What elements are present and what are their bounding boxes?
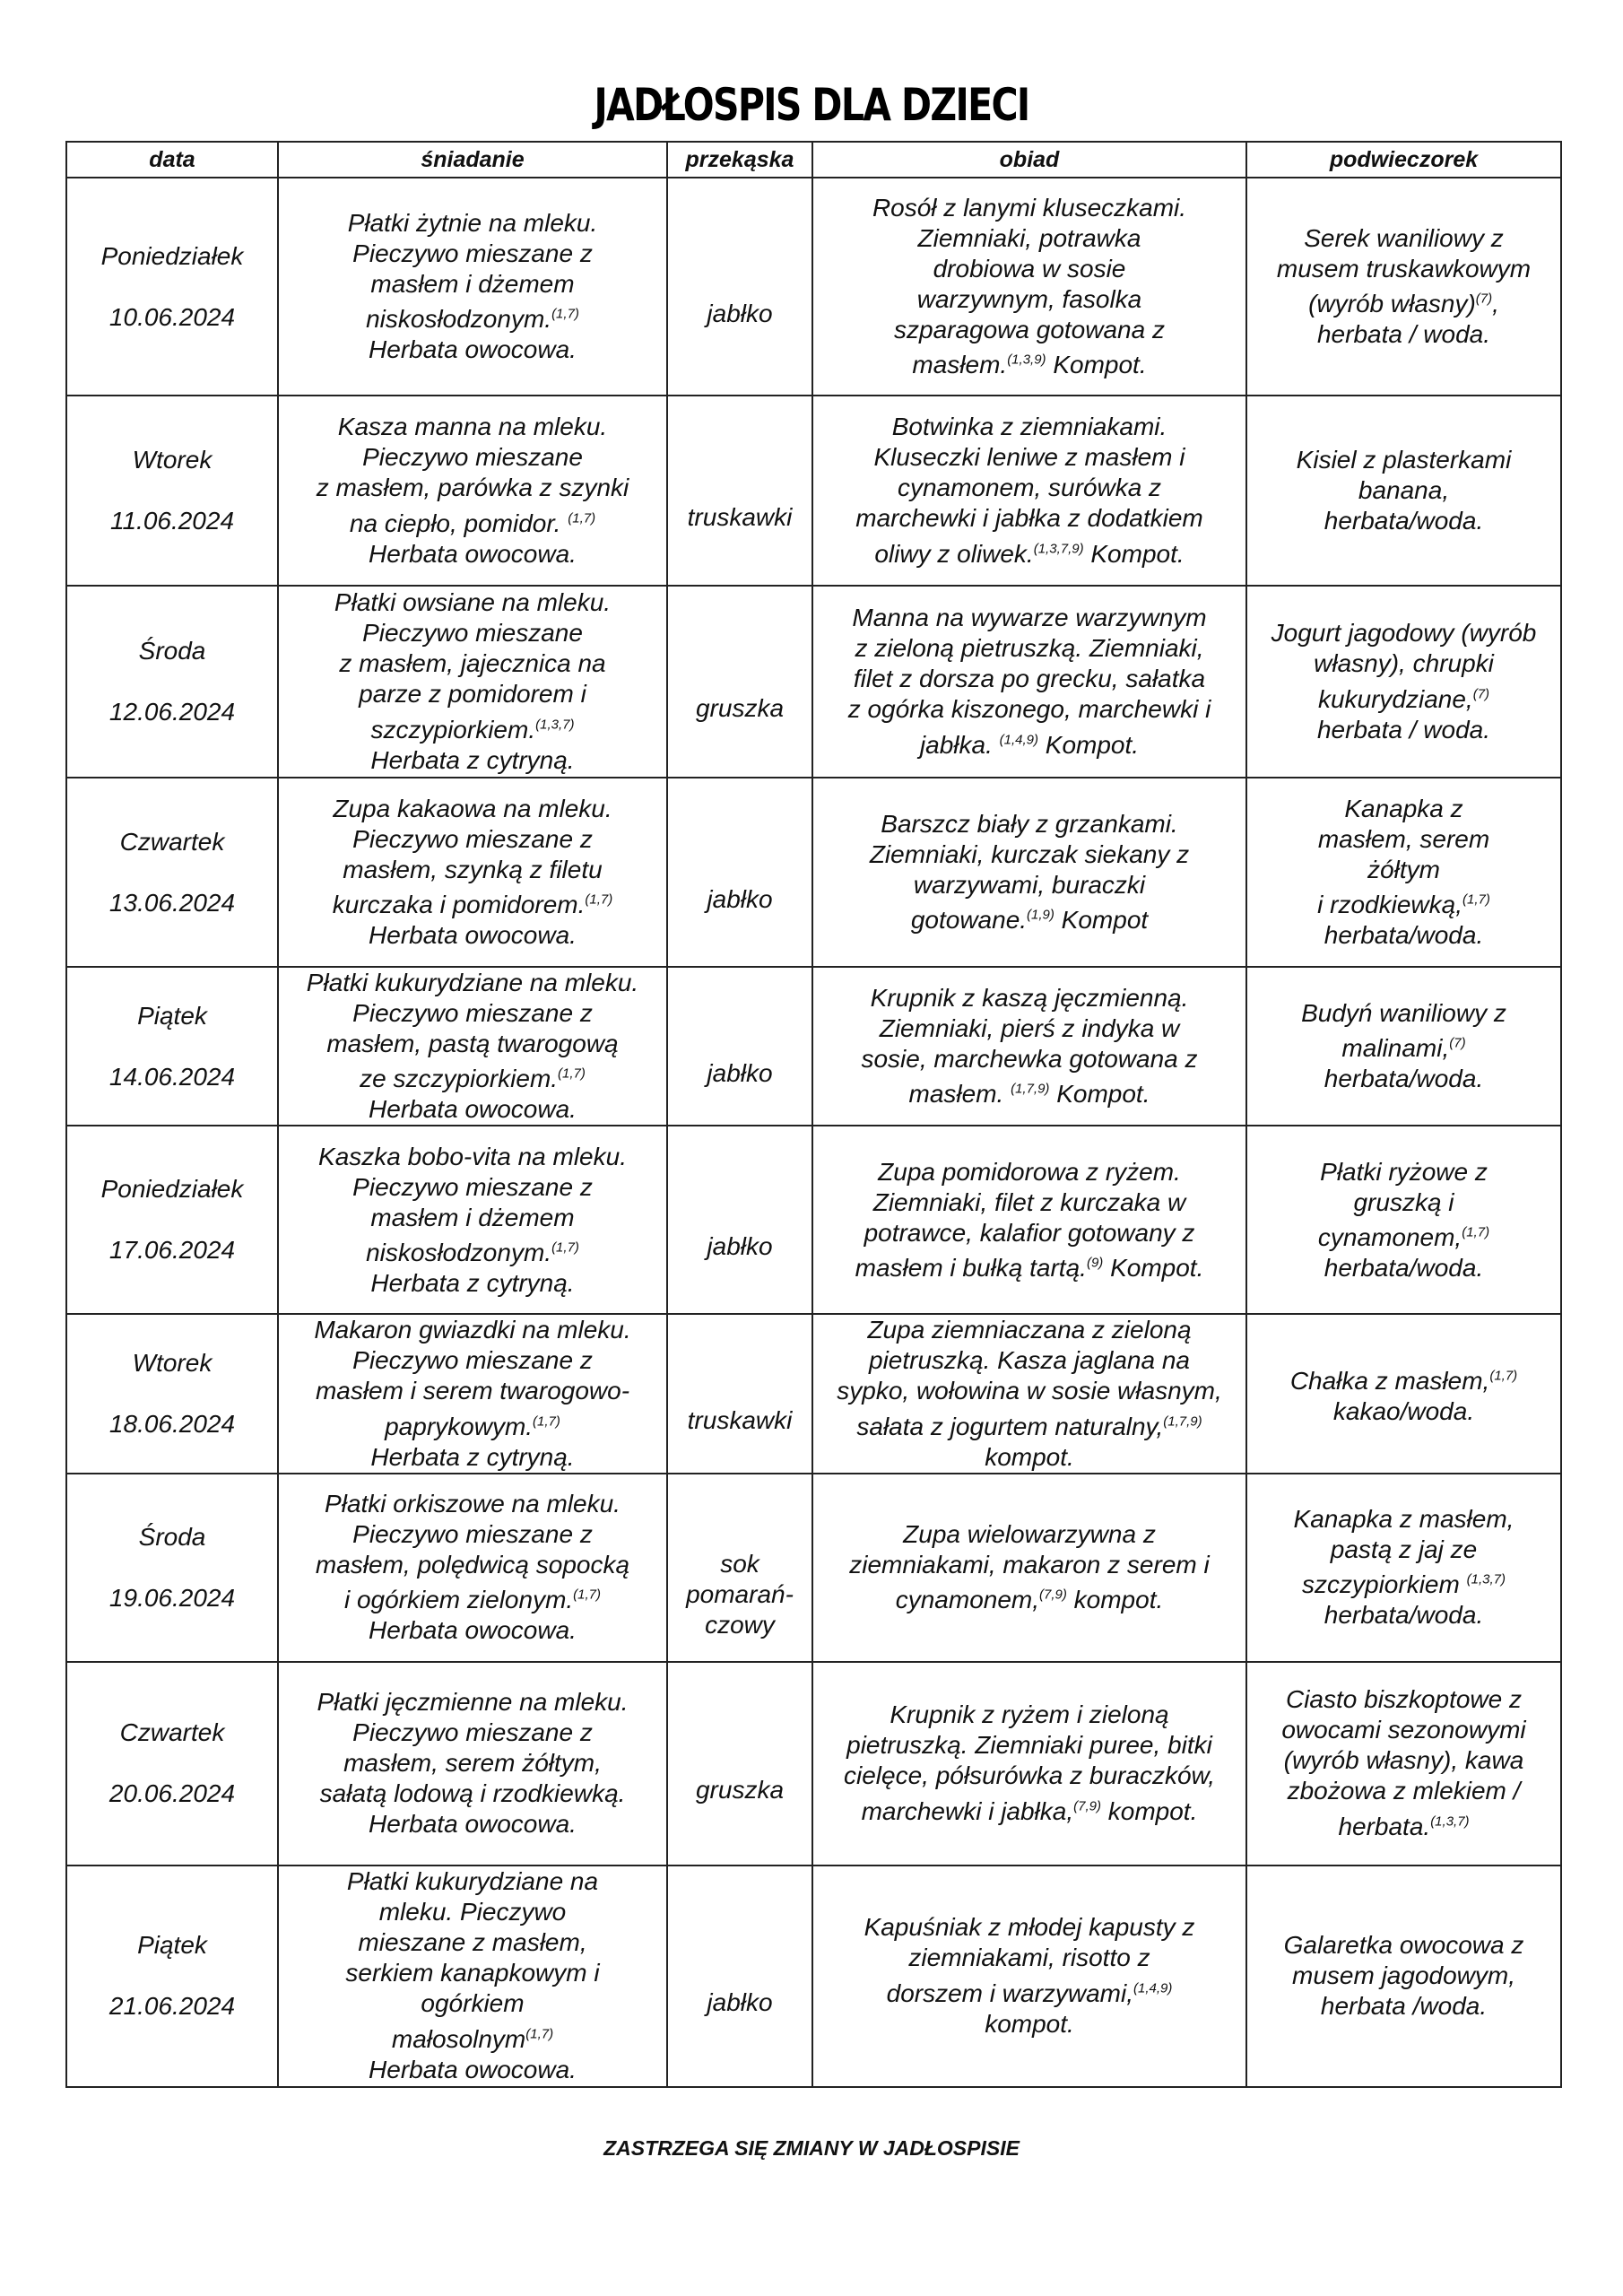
breakfast-cell-text: Zupa kakaowa na mleku. Pieczywo mieszane z masłem, szynką z filetu kurczaka i pomidorem.$^{(1,7)}$ Herbata owocowa.	[332, 794, 613, 950]
breakfast-cell-text: Kaszka bobo-vita na mleku. Pieczywo mieszane z masłem i dżemem niskosłodzonym.$^{(1,7)}$ Herbata z cytryną.	[318, 1142, 627, 1297]
lunch-cell-text: Krupnik z ryżem i zieloną pietruszką. Ziemniaki puree, bitki cielęce, półsurówka z buraczków, marchewki i jabłka,$^{(7,9)}$ kompot.	[844, 1700, 1215, 1825]
lunch-cell-text: Zupa ziemniaczana z zieloną pietruszką. Kasza jaglana na sypko, wołowina w sosie własnym, sałata z jogurtem naturalny,$^{(1,7,9)}$ kompot.	[837, 1316, 1222, 1471]
lunch-cell-text: Rosół z lanymi kluseczkami. Ziemniaki, potrawka drobiowa w sosie warzywnym, fasolka szparagowa gotowana z masłem.$^{(1,3,9)}$ Kompot.	[872, 193, 1187, 379]
allergen-marker: (7)	[1472, 686, 1490, 702]
snack-cell-text: jabłko	[707, 1988, 773, 2017]
afternoon-snack-cell	[1246, 1662, 1561, 1866]
day-name: Poniedziałek	[100, 1175, 244, 1204]
day-date: 21.06.2024	[108, 1992, 236, 2021]
snack-cell	[667, 396, 812, 586]
allergen-marker: (7,9)	[1039, 1587, 1067, 1603]
snack-cell-text: jabłko	[707, 1058, 773, 1087]
allergen-marker: (1,3,7)	[535, 717, 575, 733]
afternoon-snack-cell-text: Serek waniliowy z musem truskawkowym (wyrób własny)$^{(7)}$, herbata / woda.	[1276, 223, 1532, 349]
allergen-marker: (1,4,9)	[999, 732, 1038, 748]
afternoon-snack-cell-text: Kanapka z masłem, serem żółtym i rzodkiewką,$^{(1,7)}$ herbata/woda.	[1317, 794, 1490, 950]
breakfast-cell-text: Płatki kukurydziane na mleku. Pieczywo mieszane z masłem, pastą twarogową ze szczypiorkiem.$^{(1,7)}$ Herbata owocowa.	[306, 969, 639, 1124]
snack-cell	[667, 1474, 812, 1662]
afternoon-snack-cell-text: Płatki ryżowe z gruszką i cynamonem,$^{(1,7)}$ herbata/woda.	[1317, 1157, 1490, 1282]
breakfast-cell	[278, 1866, 667, 2087]
allergen-marker: (1,7)	[558, 1066, 586, 1082]
allergen-marker: (1,4,9)	[1133, 1980, 1173, 1996]
afternoon-snack-cell-text: Jogurt jagodowy (wyrób własny), chrupki kukurydziane,$^{(7)}$ herbata / woda.	[1271, 619, 1537, 744]
allergen-marker: (1,7,9)	[1011, 1082, 1050, 1097]
header-breakfast: śniadanie	[278, 142, 667, 178]
allergen-marker: (1,7)	[533, 1413, 560, 1430]
breakfast-cell	[278, 1314, 667, 1473]
lunch-cell-text: Krupnik z kaszą jęczmienną. Ziemniaki, pierś z indyka w sosie, marchewka gotowana z masłem. $^{(1,7,9)}$ Kompot.	[861, 984, 1198, 1109]
lunch-cell	[812, 1126, 1246, 1314]
afternoon-snack-cell	[1246, 396, 1561, 586]
lunch-cell-text: Barszcz biały z grzankami. Ziemniaki, kurczak siekany z warzywami, buraczki gotowane.$^{(1,9)}$ Kompot	[869, 809, 1190, 935]
header-lunch: obiad	[812, 142, 1246, 178]
allergen-marker: (1,7)	[585, 891, 613, 908]
snack-cell	[667, 178, 812, 396]
breakfast-cell	[278, 396, 667, 586]
day-name: Poniedziałek	[100, 241, 244, 270]
snack-cell	[667, 1662, 812, 1866]
snack-cell	[667, 1314, 812, 1473]
day-date: 18.06.2024	[108, 1409, 236, 1438]
date-cell	[66, 1314, 278, 1473]
date-cell	[66, 967, 278, 1126]
breakfast-cell	[278, 1126, 667, 1314]
allergen-marker: (9)	[1086, 1255, 1104, 1271]
snack-cell-text: sok pomarań- czowy	[686, 1549, 794, 1639]
afternoon-snack-cell	[1246, 586, 1561, 778]
table-row	[66, 1314, 1561, 1473]
allergen-marker: (1,3,7,9)	[1033, 541, 1084, 557]
afternoon-snack-cell-text: Budyń waniliowy z malinami,$^{(7)}$ herbata/woda.	[1301, 999, 1506, 1093]
breakfast-cell-text: Płatki żytnie na mleku. Pieczywo mieszane z masłem i dżemem niskosłodzonym.$^{(1,7)}$ Herbata owocowa.	[347, 208, 598, 364]
day-date: 17.06.2024	[108, 1236, 236, 1265]
lunch-cell	[812, 178, 1246, 396]
afternoon-snack-cell	[1246, 967, 1561, 1126]
lunch-cell	[812, 967, 1246, 1126]
allergen-marker: (1,7)	[551, 1239, 579, 1256]
afternoon-snack-cell	[1246, 1314, 1561, 1473]
header-row	[66, 142, 1561, 178]
snack-cell-text: jabłko	[707, 1232, 773, 1261]
breakfast-cell-text: Płatki jęczmienne na mleku. Pieczywo mieszane z masłem, serem żółtym, sałatą lodową i rzodkiewką. Herbata owocowa.	[317, 1688, 629, 1839]
table-row	[66, 586, 1561, 778]
day-date: 20.06.2024	[108, 1779, 236, 1808]
table-row	[66, 778, 1561, 967]
day-name: Czwartek	[119, 1718, 225, 1747]
breakfast-cell-text: Płatki kukurydziane na mleku. Pieczywo mieszane z masłem, serkiem kanapkowym i ogórkiem małosolnym$^{(1,7)}$ Herbata owocowa.	[345, 1867, 600, 2083]
date-cell	[66, 178, 278, 396]
lunch-cell	[812, 586, 1246, 778]
afternoon-snack-cell	[1246, 1474, 1561, 1662]
afternoon-snack-cell-text: Chałka z masłem,$^{(1,7)}$ kakao/woda.	[1289, 1366, 1518, 1425]
day-date: 12.06.2024	[108, 698, 236, 726]
afternoon-snack-cell-text: Kanapka z masłem, pastą z jaj ze szczypiorkiem $^{(1,3,7)}$ herbata/woda.	[1293, 1504, 1515, 1630]
day-date: 13.06.2024	[108, 888, 236, 917]
lunch-cell	[812, 1474, 1246, 1662]
day-name: Środa	[138, 637, 206, 665]
allergen-marker: (1,7)	[1462, 1224, 1490, 1240]
date-cell	[66, 586, 278, 778]
day-date: 10.06.2024	[108, 302, 236, 331]
allergen-marker: (1,7)	[551, 306, 579, 322]
snack-cell-text: jabłko	[707, 299, 773, 327]
date-cell	[66, 1866, 278, 2087]
afternoon-snack-cell	[1246, 178, 1561, 396]
allergen-marker: (1,3,9)	[1007, 352, 1046, 368]
breakfast-cell-text: Makaron gwiazdki na mleku. Pieczywo mieszane z masłem i serem twarogowo- paprykowym.$^{(1,7)}$ Herbata z cytryną.	[314, 1316, 631, 1471]
table-row	[66, 178, 1561, 396]
snack-cell-text: jabłko	[707, 884, 773, 913]
day-name: Środa	[138, 1522, 206, 1551]
day-name: Piątek	[137, 1001, 207, 1030]
lunch-cell	[812, 1662, 1246, 1866]
allergen-marker: (1,7)	[568, 510, 596, 526]
allergen-marker: (7,9)	[1073, 1798, 1101, 1814]
afternoon-snack-cell-text: Ciasto biszkoptowe z owocami sezonowymi (wyrób własny), kawa zbożowa z mlekiem / herbata.$^{(1,3,7)}$	[1281, 1685, 1526, 1840]
lunch-cell	[812, 778, 1246, 967]
footer-note: ZASTRZEGA SIĘ ZMIANY W JADŁOSPISIE	[603, 2136, 1020, 2160]
day-name: Piątek	[137, 1931, 207, 1960]
table-row	[66, 1126, 1561, 1314]
lunch-cell-text: Kapuśniak z młodej kapusty z ziemniakami, risotto z dorszem i warzywami,$^{(1,4,9)}$ kompot.	[864, 1913, 1195, 2038]
snack-cell	[667, 967, 812, 1126]
date-cell	[66, 396, 278, 586]
day-name: Wtorek	[132, 446, 213, 474]
day-name: Wtorek	[132, 1348, 213, 1377]
allergen-marker: (1,7,9)	[1163, 1413, 1202, 1430]
snack-cell-text: truskawki	[687, 503, 793, 531]
table-row	[66, 1662, 1561, 1866]
date-cell	[66, 1126, 278, 1314]
snack-cell	[667, 586, 812, 778]
snack-cell	[667, 1126, 812, 1314]
date-cell	[66, 778, 278, 967]
allergen-marker: (1,7)	[525, 2026, 554, 2042]
header-date: data	[66, 142, 278, 178]
afternoon-snack-cell	[1246, 778, 1561, 967]
table-row	[66, 1474, 1561, 1662]
lunch-cell	[812, 396, 1246, 586]
lunch-cell-text: Manna na wywarze warzywnym z zieloną pietruszką. Ziemniaki, filet z dorsza po grecku, sałatka z ogórka kiszonego, marchewki i jabłka. $^{(1,4,9)}$ Kompot.	[847, 604, 1211, 759]
snack-cell	[667, 1866, 812, 2087]
day-date: 19.06.2024	[108, 1583, 236, 1612]
breakfast-cell-text: Płatki owsiane na mleku. Pieczywo mieszane z masłem, jajecznica na parze z pomidorem i szczypiorkiem.$^{(1,3,7)}$ Herbata z cytryną.	[334, 588, 612, 774]
day-date: 11.06.2024	[109, 507, 235, 535]
breakfast-cell	[278, 178, 667, 396]
breakfast-cell	[278, 778, 667, 967]
allergen-marker: (1,7)	[1489, 1368, 1518, 1384]
afternoon-snack-cell	[1246, 1866, 1561, 2087]
allergen-marker: (7)	[1449, 1036, 1466, 1051]
lunch-cell-text: Botwinka z ziemniakami. Kluseczki leniwe z masłem i cynamonem, surówka z marchewki i jabłka z dodatkiem oliwy z oliwek.$^{(1,3,7,9)}$ Kompot.	[855, 413, 1203, 568]
header-afternoon-snack: podwieczorek	[1246, 142, 1561, 178]
date-cell	[66, 1474, 278, 1662]
afternoon-snack-cell-text: Galaretka owocowa z musem jagodowym, herbata /woda.	[1283, 1931, 1524, 2021]
breakfast-cell	[278, 967, 667, 1126]
lunch-cell-text: Zupa wielowarzywna z ziemniakami, makaron z serem i cynamonem,$^{(7,9)}$ kompot.	[849, 1519, 1210, 1614]
lunch-cell	[812, 1866, 1246, 2087]
breakfast-cell-text: Płatki orkiszowe na mleku. Pieczywo mieszane z masłem, polędwicą sopocką i ogórkiem zielonym.$^{(1,7)}$ Herbata owocowa.	[315, 1489, 630, 1645]
snack-cell-text: gruszka	[695, 694, 785, 722]
menu-table	[65, 141, 1562, 2088]
afternoon-snack-cell-text: Kisiel z plasterkami banana, herbata/woda.	[1296, 446, 1512, 535]
lunch-cell	[812, 1314, 1246, 1473]
breakfast-cell	[278, 1662, 667, 1866]
day-date: 14.06.2024	[108, 1062, 236, 1091]
snack-cell-text: gruszka	[695, 1776, 785, 1805]
afternoon-snack-cell	[1246, 1126, 1561, 1314]
date-cell	[66, 1662, 278, 1866]
day-name: Czwartek	[119, 827, 225, 856]
allergen-marker: (1,3,7)	[1430, 1813, 1470, 1830]
allergen-marker: (1,3,7)	[1466, 1571, 1506, 1587]
snack-cell-text: truskawki	[687, 1405, 793, 1434]
allergen-marker: (1,9)	[1027, 907, 1055, 923]
table-row	[66, 967, 1561, 1126]
table-row	[66, 1866, 1561, 2087]
breakfast-cell	[278, 1474, 667, 1662]
allergen-marker: (1,7)	[573, 1587, 602, 1603]
breakfast-cell	[278, 586, 667, 778]
header-snack: przekąska	[667, 142, 812, 178]
table-row	[66, 396, 1561, 586]
allergen-marker: (7)	[1475, 291, 1493, 307]
allergen-marker: (1,7)	[1462, 891, 1490, 908]
lunch-cell-text: Zupa pomidorowa z ryżem. Ziemniaki, filet z kurczaka w potrawce, kalafior gotowany z masłem i bułką tartą.$^{(9)}$ Kompot.	[855, 1157, 1204, 1282]
snack-cell	[667, 778, 812, 967]
page-title: JADŁOSPIS DLA DZIECI	[594, 79, 1029, 131]
breakfast-cell-text: Kasza manna na mleku. Pieczywo mieszane z masłem, parówka z szynki na ciepło, pomidor. $^{(1,7)}$ Herbata owocowa.	[316, 413, 629, 568]
